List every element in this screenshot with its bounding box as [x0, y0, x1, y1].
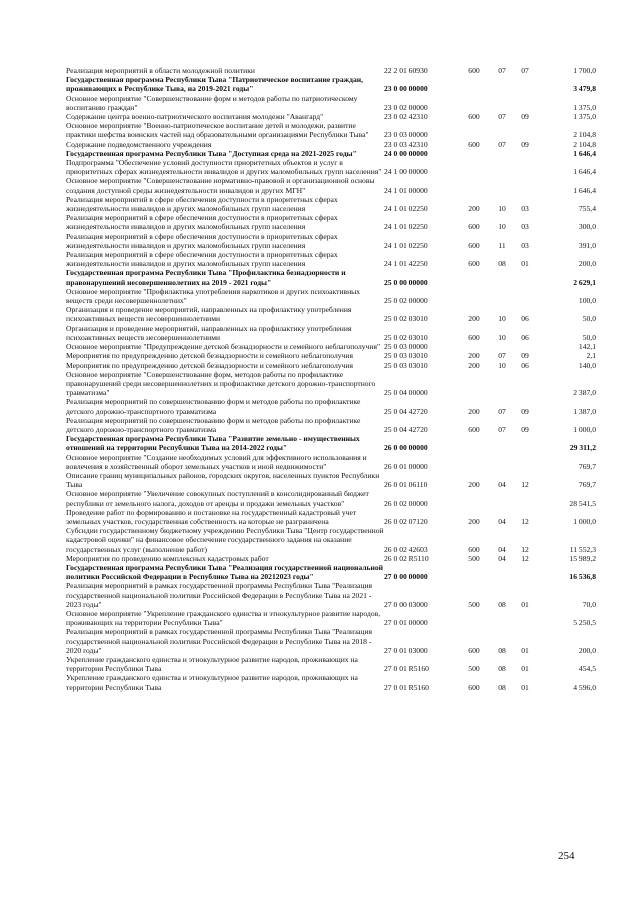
expense-type-code: 600: [468, 139, 480, 149]
expense-type-code: 600: [468, 645, 480, 655]
amount: 29 311,2: [569, 443, 596, 453]
subsection-code: [516, 75, 534, 93]
expense-type-code: [460, 342, 488, 351]
expense-type-code: 200: [468, 314, 480, 324]
target-article-code: 24 1 01 00000: [384, 185, 428, 195]
target-article-code: 24 1 00 00000: [384, 167, 428, 177]
subsection-code: [516, 434, 534, 452]
section-code: [488, 176, 516, 194]
section-code: [488, 489, 516, 507]
item-name: Основное мероприятие "Совершенствование форм, методов работы по профилактике правонарушений среди несовершеннолетних и профилактике детского дорожно-транспортного травматизма": [66, 369, 376, 398]
subsection-code: [516, 176, 534, 194]
item-name: Основное мероприятие "Укрепление гражданского единства и этнокультурное развитие народов, проживающих на территории Республики Тыва": [66, 608, 381, 628]
expense-type-code: 200: [468, 351, 480, 361]
table-row: [66, 370, 596, 398]
target-article-code: 27 0 01 R5160: [384, 664, 429, 674]
expense-type-code: 600: [468, 66, 480, 75]
section-code: 04: [498, 516, 506, 526]
subsection-code: 03: [521, 240, 529, 250]
expense-type-code: 200: [468, 480, 480, 490]
expense-type-code: 600: [468, 240, 480, 250]
amount: 1 387,0: [573, 406, 596, 416]
amount: 1 646,4: [573, 185, 596, 195]
subsection-code: [516, 453, 534, 471]
target-article-code: 26 0 01 06110: [384, 480, 428, 490]
amount: 769,7: [578, 461, 596, 471]
item-name: Субсидии государственному бюджетному учреждению Республики Тыва "Центр государственной кадастровой оценки" на финансовое обеспечение государственного задания на оказание государственных услуг (выполнение работ): [66, 526, 384, 554]
section-code: [488, 434, 516, 452]
target-article-code: 24 1 01 02250: [384, 204, 428, 214]
item-name: Мероприятия по предупреждению детской безнадзорности и семейного неблагополучия: [66, 360, 353, 370]
amount: 1 646,4: [573, 148, 596, 158]
table-row: [66, 397, 596, 415]
item-name: Организация и проведение мероприятий, направленных на профилактику употребления психоактивных веществ несовершеннолетними: [66, 323, 352, 342]
section-code: [488, 342, 516, 351]
section-code: 08: [498, 259, 506, 269]
item-name: Основное мероприятие "Военно-патриотическое воспитание детей и молодежи, развитие практики шефства воинских частей над образовательными организациями Республики Тыва": [66, 121, 369, 140]
table-row: [66, 149, 596, 158]
table-row: [66, 609, 596, 627]
target-article-code: 25 0 02 03010: [384, 314, 428, 324]
item-name: Основное мероприятие "Предупреждение детской безнадзорности и семейного неблагополучия": [66, 342, 381, 352]
target-article-code: 27 0 01 03000: [384, 645, 428, 655]
amount: 11 552,3: [569, 544, 596, 554]
section-code: [488, 453, 516, 471]
amount: 2 387,0: [573, 388, 596, 398]
expense-type-code: 600: [468, 222, 480, 232]
item-name: Мероприятия по проведению комплексных кадастровых работ: [66, 553, 269, 563]
expense-type-code: [460, 268, 488, 286]
item-name: Реализация мероприятий по совершенствованию форм и методов работы по профилактике детского дорожно-транспортного травматизма: [66, 397, 361, 416]
subsection-code: [516, 609, 534, 627]
target-article-code: 23 0 02 42310: [384, 112, 428, 122]
amount: 50,0: [582, 332, 596, 342]
target-article-code: 25 0 03 03010: [384, 351, 428, 361]
subsection-code: 01: [521, 664, 529, 674]
expense-type-code: [460, 434, 488, 452]
subsection-code: 01: [521, 259, 529, 269]
table-row: [66, 673, 596, 691]
target-article-code: 24 1 01 02250: [384, 222, 428, 232]
subsection-code: 06: [521, 360, 529, 370]
item-name: Государственная программа Республики Тыва "Профилактика безнадзорности и правонарушений несовершеннолетних на 2019 - 2021 годы": [66, 268, 346, 287]
amount: 4 596,0: [573, 682, 596, 692]
expense-type-code: 200: [468, 360, 480, 370]
item-name: Содержание подведомственного учреждения: [66, 139, 212, 149]
expense-type-code: [460, 489, 488, 507]
target-article-code: 23 0 03 42310: [384, 139, 428, 149]
target-article-code: 25 0 03 00000: [384, 342, 428, 352]
section-code: [488, 370, 516, 398]
table-row: [66, 287, 596, 305]
table-row: [66, 232, 596, 250]
section-code: 07: [498, 66, 506, 75]
amount: 1 375,0: [573, 102, 596, 112]
item-name: Реализация мероприятий в области молодежной политики: [66, 66, 255, 75]
target-article-code: 25 0 03 03010: [384, 360, 428, 370]
amount: 1 700,0: [573, 66, 596, 75]
table-row: [66, 213, 596, 231]
table-row: [66, 176, 596, 194]
amount: 300,0: [578, 222, 596, 232]
target-article-code: 24 0 00 00000: [384, 148, 428, 158]
amount: 5 250,5: [573, 618, 596, 628]
item-name: Укрепление гражданского единства и этнокультурное развитие народов, проживающих на территории Республики Тыва: [66, 655, 358, 674]
target-article-code: 26 0 00 00000: [384, 443, 428, 453]
expense-type-code: 600: [468, 112, 480, 122]
expense-type-code: 600: [468, 544, 480, 554]
budget-table-body: [66, 66, 596, 692]
section-code: [488, 287, 516, 305]
item-name: Мероприятия по предупреждению детской безнадзорности и семейного неблагополучия: [66, 351, 353, 361]
section-code: 07: [498, 406, 506, 416]
page-number: 254: [558, 850, 575, 862]
expense-type-code: [460, 287, 488, 305]
expense-type-code: [460, 176, 488, 194]
amount: 1 000,0: [573, 424, 596, 434]
amount: 2,1: [586, 351, 596, 361]
target-article-code: 26 0 02 00000: [384, 498, 428, 508]
target-article-code: 23 0 02 00000: [384, 102, 428, 112]
amount: 755,4: [578, 204, 596, 214]
target-article-code: 27 0 00 03000: [384, 599, 428, 609]
item-name: Подпрограмма "Обеспечение условий доступности приоритетных объектов и услуг в приоритетных сферах жизнедеятельности инвалидов и других маломобильных групп населения": [66, 158, 382, 177]
amount: 15 989,2: [569, 553, 596, 563]
amount: 200,0: [578, 259, 596, 269]
section-code: [488, 75, 516, 93]
table-row: [66, 112, 596, 121]
amount: 16 536,8: [569, 572, 596, 582]
table-row: [66, 627, 596, 655]
expense-type-code: [460, 94, 488, 112]
section-code: [488, 158, 516, 176]
table-row: [66, 489, 596, 507]
table-row: [66, 416, 596, 434]
section-code: [488, 121, 516, 139]
item-name: Реализация мероприятий в рамках государственной программы Республики Тыва "Реализация государственной национальной политики Российской Федерации в Республике Тыва на 2021 - 2023 годы": [66, 581, 373, 609]
item-name: Государственная программа Республики Тыва "Патриотическое воспитание граждан, проживающих в Республике Тыва, на 2019-2021 годы": [66, 75, 364, 94]
expense-type-code: 200: [468, 204, 480, 214]
expense-type-code: 200: [468, 406, 480, 416]
target-article-code: 27 0 01 00000: [384, 618, 428, 628]
section-code: [488, 94, 516, 112]
expense-type-code: [460, 563, 488, 581]
subsection-code: 09: [521, 139, 529, 149]
subsection-code: [516, 94, 534, 112]
section-code: 04: [498, 480, 506, 490]
section-code: [488, 609, 516, 627]
section-code: 07: [498, 424, 506, 434]
subsection-code: 01: [521, 645, 529, 655]
table-row: [66, 158, 596, 176]
table-row: [66, 195, 596, 213]
target-article-code: 25 0 02 03010: [384, 332, 428, 342]
expense-type-code: 600: [468, 332, 480, 342]
item-name: Основное мероприятие "Совершенствование нормативно-правовой и организационной основы создания доступной среды жизнедеятельности инвалидов и других МГН": [66, 176, 375, 195]
subsection-code: 09: [521, 112, 529, 122]
subsection-code: 12: [521, 516, 529, 526]
amount: 100,0: [578, 296, 596, 306]
section-code: 10: [498, 222, 506, 232]
table-row: [66, 351, 596, 360]
item-name: Основное мероприятие "Увеличение совокупных поступлений в консолидированный бюджет республики от земельного налога, доходов от аренды и продажи земельных участков": [66, 489, 369, 508]
item-name: Государственная программа Республики Тыва "Доступная среда на 2021-2025 годы": [66, 148, 357, 158]
table-row: [66, 140, 596, 149]
table-row: [66, 453, 596, 471]
expense-type-code: [460, 370, 488, 398]
section-code: 07: [498, 351, 506, 361]
item-name: Реализация мероприятий в сфере обеспечения доступности в приоритетных сферах жизнедеятельности инвалидов и других маломобильных групп населения: [66, 231, 338, 250]
amount: 28 541,5: [569, 498, 596, 508]
subsection-code: 03: [521, 204, 529, 214]
target-article-code: 24 1 01 02250: [384, 240, 428, 250]
target-article-code: 27 0 01 R5160: [384, 682, 429, 692]
subsection-code: 12: [521, 544, 529, 554]
item-name: Основное мероприятие "Создание необходимых условий для эффективного использования и вовлечения в хозяйственный оборот земельных участков и иной недвижимости": [66, 452, 367, 471]
target-article-code: 24 1 01 42250: [384, 259, 428, 269]
section-code: 08: [498, 664, 506, 674]
amount: 70,0: [582, 599, 596, 609]
expense-type-code: 500: [468, 599, 480, 609]
subsection-code: 09: [521, 424, 529, 434]
table-row: [66, 94, 596, 112]
amount: 140,0: [578, 360, 596, 370]
subsection-code: 07: [521, 66, 529, 75]
subsection-code: [516, 158, 534, 176]
expense-type-code: 500: [468, 553, 480, 563]
item-name: Содержание центра военно-патриотического воспитания молодежи "Авангард": [66, 112, 324, 122]
item-name: Реализация мероприятий в сфере обеспечения доступности в приоритетных сферах жизнедеятельности инвалидов и других маломобильных групп населения: [66, 194, 338, 214]
table-row: [66, 554, 596, 563]
table-row: [66, 471, 596, 489]
expense-type-code: 600: [468, 682, 480, 692]
budget-table: [66, 66, 596, 692]
item-name: Проведение работ по формированию и постановке на государственный кадастровый учет земельных участков, государственная собственность на которые не разграничена: [66, 507, 357, 526]
target-article-code: 25 0 04 00000: [384, 388, 428, 398]
table-row: [66, 324, 596, 342]
item-name: Реализация мероприятий в сфере обеспечения доступности в приоритетных сферах жизнедеятельности инвалидов и других маломобильных групп населения: [66, 213, 338, 232]
subsection-code: [516, 149, 534, 158]
item-name: Описание границ муниципальных районов, городских округов, населенных пунктов Республики Тыва: [66, 470, 380, 490]
subsection-code: 09: [521, 351, 529, 361]
item-name: Реализация мероприятий в сфере обеспечения доступности в приоритетных сферах жизнедеятельности инвалидов и других маломобильных групп населения: [66, 250, 338, 269]
target-article-code: 27 0 00 00000: [384, 572, 428, 582]
amount: 3 479,8: [573, 84, 596, 94]
section-code: 08: [498, 599, 506, 609]
expense-type-code: [460, 453, 488, 471]
section-code: [488, 149, 516, 158]
item-name: Реализация мероприятий по совершенствованию форм и методов работы по профилактике детского дорожно-транспортного травматизма: [66, 415, 361, 434]
section-code: [488, 563, 516, 581]
section-code: 10: [498, 360, 506, 370]
table-row: [66, 526, 596, 554]
target-article-code: 25 0 04 42720: [384, 424, 428, 434]
section-code: 04: [498, 553, 506, 563]
target-article-code: 26 0 02 R5110: [384, 553, 429, 563]
table-row: [66, 434, 596, 452]
expense-type-code: 500: [468, 664, 480, 674]
item-name: Укрепление гражданского единства и этнокультурное развитие народов, проживающих на территории Республики Тыва: [66, 673, 358, 692]
subsection-code: [516, 342, 534, 351]
section-code: [488, 268, 516, 286]
table-row: [66, 508, 596, 526]
subsection-code: [516, 121, 534, 139]
table-row: [66, 75, 596, 93]
amount: 1 375,0: [573, 112, 596, 122]
subsection-code: 06: [521, 332, 529, 342]
expense-type-code: [460, 149, 488, 158]
table-row: [66, 361, 596, 370]
subsection-code: 12: [521, 480, 529, 490]
expense-type-code: 600: [468, 424, 480, 434]
table-row: [66, 268, 596, 286]
amount: 50,0: [582, 314, 596, 324]
amount: 2 629,1: [573, 277, 596, 287]
subsection-code: 03: [521, 222, 529, 232]
subsection-code: 12: [521, 553, 529, 563]
table-row: [66, 342, 596, 351]
table-row: [66, 581, 596, 609]
amount: 1 646,4: [573, 167, 596, 177]
section-code: 07: [498, 139, 506, 149]
item-name: Основное мероприятие "Совершенствование форм и методов работы по патриотическому воспитанию граждан": [66, 93, 358, 112]
table-row: [66, 655, 596, 673]
expense-type-code: [460, 609, 488, 627]
amount: 454,5: [578, 664, 596, 674]
subsection-code: 09: [521, 406, 529, 416]
item-name: Организация и проведение мероприятий, направленных на профилактику употребления психоактивных веществ несовершеннолетними: [66, 305, 352, 324]
target-article-code: 26 0 02 42603: [384, 544, 428, 554]
section-code: 11: [498, 240, 506, 250]
amount: 2 104,8: [573, 139, 596, 149]
amount: 2 104,8: [573, 130, 596, 140]
amount: 142,1: [578, 342, 596, 352]
subsection-code: [516, 489, 534, 507]
section-code: 07: [498, 112, 506, 122]
subsection-code: [516, 370, 534, 398]
section-code: 10: [498, 314, 506, 324]
amount: 769,7: [578, 480, 596, 490]
section-code: 10: [498, 204, 506, 214]
subsection-code: 01: [521, 599, 529, 609]
table-row: [66, 305, 596, 323]
expense-type-code: [460, 158, 488, 176]
target-article-code: 23 0 03 00000: [384, 130, 428, 140]
amount: 1 000,0: [573, 516, 596, 526]
expense-type-code: 600: [468, 259, 480, 269]
item-name: Государственная программа Республики Тыва "Развитие земельно - имущественных отношений на территории Республики Тыва на 2014-2022 годы": [66, 434, 360, 453]
expense-type-code: 200: [468, 516, 480, 526]
table-row: [66, 66, 596, 75]
amount: 200,0: [578, 645, 596, 655]
subsection-code: [516, 268, 534, 286]
section-code: 08: [498, 645, 506, 655]
table-row: [66, 250, 596, 268]
section-code: 08: [498, 682, 506, 692]
item-name: Государственная программа Республики Тыва "Реализация государственной национальной политики Российской Федерации в Республике Тыва на 20212023 годы": [66, 562, 384, 582]
target-article-code: 25 0 04 42720: [384, 406, 428, 416]
item-name: Реализация мероприятий в рамках государственной программы Республики Тыва "Реализация государственной национальной политики Российской Федерации в Республике Тыва на 2018 - 2020 годы": [66, 627, 373, 655]
target-article-code: 22 2 01 60930: [384, 66, 428, 75]
target-article-code: 26 0 02 07120: [384, 516, 428, 526]
subsection-code: [516, 287, 534, 305]
target-article-code: 25 0 02 00000: [384, 296, 428, 306]
section-code: 10: [498, 332, 506, 342]
table-row: [66, 121, 596, 139]
target-article-code: 25 0 00 00000: [384, 277, 428, 287]
section-code: 04: [498, 544, 506, 554]
amount: 391,0: [578, 240, 596, 250]
subsection-code: [516, 563, 534, 581]
target-article-code: 23 0 00 00000: [384, 84, 428, 94]
target-article-code: 26 0 01 00000: [384, 461, 428, 471]
expense-type-code: [460, 75, 488, 93]
table-row: [66, 563, 596, 581]
subsection-code: 06: [521, 314, 529, 324]
expense-type-code: [460, 121, 488, 139]
subsection-code: 01: [521, 682, 529, 692]
item-name: Основное мероприятие "Профилактика употребления наркотиков и других психоактивных веществ среди несовершеннолетних": [66, 286, 361, 306]
